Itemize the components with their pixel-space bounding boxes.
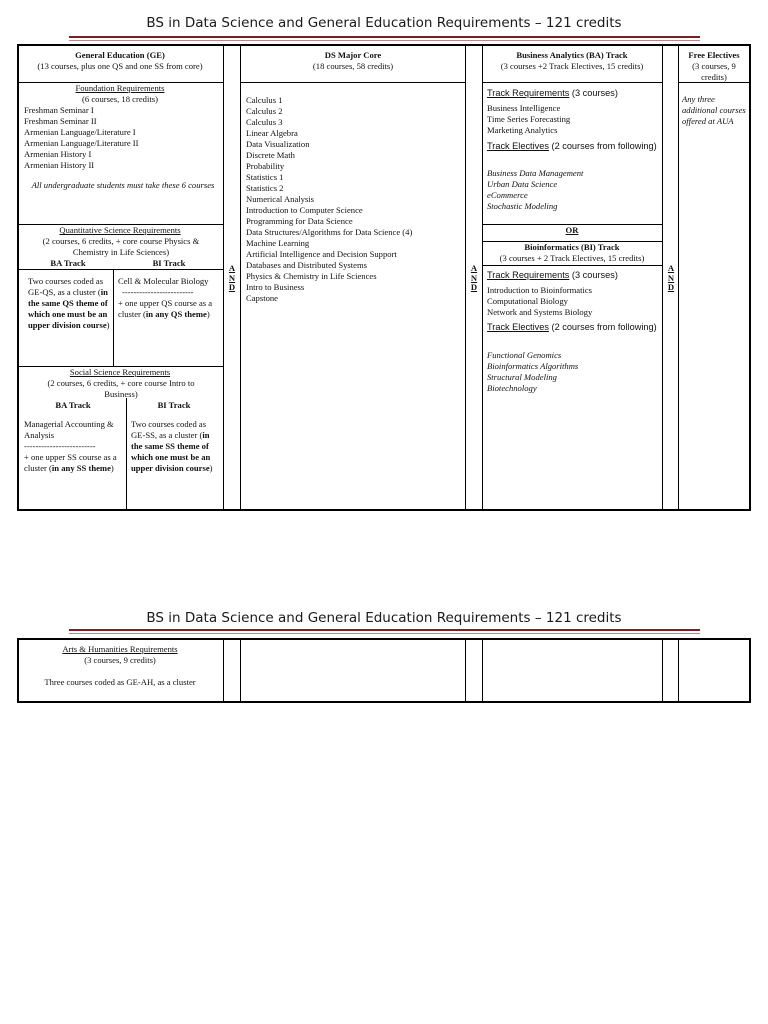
- ba-req-heading: Track Requirements (3 courses): [487, 88, 618, 98]
- ss-header: Social Science Requirements: [69, 367, 171, 377]
- title-rule-thin: [69, 633, 700, 634]
- bi-req-list: [487, 285, 659, 318]
- list-item: Computational Biology: [487, 296, 568, 306]
- ba-elec-heading: Track Electives (2 courses from following): [487, 141, 657, 151]
- list-item: Machine Learning: [246, 238, 310, 248]
- page2-title: BS in Data Science and General Education Requirements – 121 credits: [146, 610, 622, 626]
- bi-elec-list: [487, 350, 659, 394]
- list-item: Intro to Business: [246, 282, 305, 292]
- qs-bi-divider: -------------------------: [122, 287, 194, 297]
- list-item: Bioinformatics Algorithms: [487, 361, 579, 371]
- core-course-list: [246, 95, 462, 304]
- ba-header: Business Analytics (BA) Track: [516, 50, 628, 60]
- ss-sub: (2 courses, 6 credits, + core course Intro to Business): [47, 378, 195, 399]
- ge-sub: (13 courses, plus one QS and one SS from core): [37, 61, 203, 71]
- foundation-note: All undergraduate students must take these 6 courses: [31, 180, 215, 190]
- list-item: Network and Systems Biology: [487, 307, 593, 317]
- list-item: Time Series Forecasting: [487, 114, 571, 124]
- qs-bi-course: Cell & Molecular Biology: [118, 276, 209, 286]
- foundation-course-list: [24, 105, 220, 171]
- qs-header: Quantitative Science Requirements: [59, 225, 181, 235]
- free-sub: (3 courses, 9 credits): [692, 61, 736, 82]
- ge-header: General Education (GE): [75, 50, 165, 60]
- ss-bi-text: Two courses coded as GE-SS, as a cluster (in the same SS theme of which one must be an upper division course): [131, 419, 213, 473]
- list-item: Business Data Management: [487, 168, 584, 178]
- list-item: Business Intelligence: [487, 103, 561, 113]
- ah-sub: (3 courses, 9 credits): [84, 655, 156, 665]
- ss-bi-label: BI Track: [157, 400, 191, 410]
- list-item: Data Visualization: [246, 139, 310, 149]
- list-item: Data Structures/Algorithms for Data Science (4): [246, 227, 413, 237]
- list-item: Statistics 2: [246, 183, 284, 193]
- bi-req-heading: Track Requirements (3 courses): [487, 270, 618, 280]
- list-item: Programming for Data Science: [246, 216, 353, 226]
- and-label-2: A N D: [470, 263, 478, 292]
- title-rule: [69, 36, 700, 38]
- list-item: Urban Data Science: [487, 179, 558, 189]
- foundation-header: Foundation Requirements: [75, 83, 165, 93]
- ah-text: Three courses coded as GE-AH, as a cluster: [44, 677, 196, 687]
- list-item: Armenian Language/Literature I: [24, 127, 136, 137]
- list-item: Artificial Intelligence and Decision Support: [246, 249, 397, 259]
- free-note: Any three additional courses offered at AUA: [682, 94, 746, 126]
- page-title: BS in Data Science and General Education Requirements – 121 credits: [146, 15, 622, 31]
- qs-bi-text: + one upper QS course as a cluster (in any QS theme): [118, 298, 213, 319]
- list-item: Introduction to Computer Science: [246, 205, 363, 215]
- ss-ba-label: BA Track: [55, 400, 91, 410]
- bi-elec-heading: Track Electives (2 courses from following): [487, 322, 657, 332]
- ba-req-list: [487, 103, 659, 136]
- list-item: eCommerce: [487, 190, 528, 200]
- list-item: Introduction to Bioinformatics: [487, 285, 593, 295]
- list-item: Discrete Math: [246, 150, 295, 160]
- and-label-1: A N D: [228, 263, 236, 292]
- title-rule: [69, 629, 700, 631]
- list-item: Freshman Seminar II: [24, 116, 97, 126]
- free-header: Free Electives: [688, 50, 740, 60]
- list-item: Physics & Chemistry in Life Sciences: [246, 271, 377, 281]
- list-item: Calculus 3: [246, 117, 283, 127]
- list-item: Calculus 2: [246, 106, 283, 116]
- core-header: DS Major Core: [324, 50, 382, 60]
- ss-ba-text: + one upper SS course as a cluster (in any SS theme): [24, 452, 117, 473]
- list-item: Armenian History II: [24, 160, 95, 170]
- list-item: Statistics 1: [246, 172, 284, 182]
- list-item: Biotechnology: [487, 383, 537, 393]
- ss-ba-course: Managerial Accounting & Analysis: [24, 419, 114, 440]
- list-item: Stochastic Modeling: [487, 201, 558, 211]
- bi-sub: (3 courses + 2 Track Electives, 15 credits): [499, 253, 645, 263]
- qs-ba-label: BA Track: [50, 258, 86, 268]
- title-rule-thin: [69, 40, 700, 41]
- ah-header: Arts & Humanities Requirements: [62, 644, 178, 654]
- list-item: Armenian History I: [24, 149, 92, 159]
- list-item: Marketing Analytics: [487, 125, 558, 135]
- ss-ba-divider: -------------------------: [24, 441, 96, 451]
- list-item: Structural Modeling: [487, 372, 557, 382]
- list-item: Capstone: [246, 293, 278, 303]
- list-item: Probability: [246, 161, 285, 171]
- list-item: Freshman Seminar I: [24, 105, 94, 115]
- qs-ba-text: Two courses coded as GE-QS, as a cluster (in the same QS theme of which one must be an upper division course): [28, 276, 110, 330]
- core-sub: (18 courses, 58 credits): [312, 61, 394, 71]
- qs-sub: (2 courses, 6 credits, + core course Physics & Chemistry in Life Sciences): [42, 236, 200, 257]
- list-item: Linear Algebra: [246, 128, 298, 138]
- list-item: Functional Genomics: [487, 350, 562, 360]
- list-item: Calculus 1: [246, 95, 283, 105]
- list-item: Numerical Analysis: [246, 194, 315, 204]
- list-item: Databases and Distributed Systems: [246, 260, 368, 270]
- list-item: Armenian Language/Literature II: [24, 138, 139, 148]
- foundation-sub: (6 courses, 18 credits): [82, 94, 158, 104]
- ba-elec-list: [487, 168, 659, 212]
- ba-sub: (3 courses +2 Track Electives, 15 credits): [500, 61, 644, 71]
- qs-bi-label: BI Track: [152, 258, 186, 268]
- bi-header: Bioinformatics (BI) Track: [524, 242, 620, 252]
- or-label: OR: [565, 225, 579, 235]
- and-label-3: A N D: [667, 263, 675, 292]
